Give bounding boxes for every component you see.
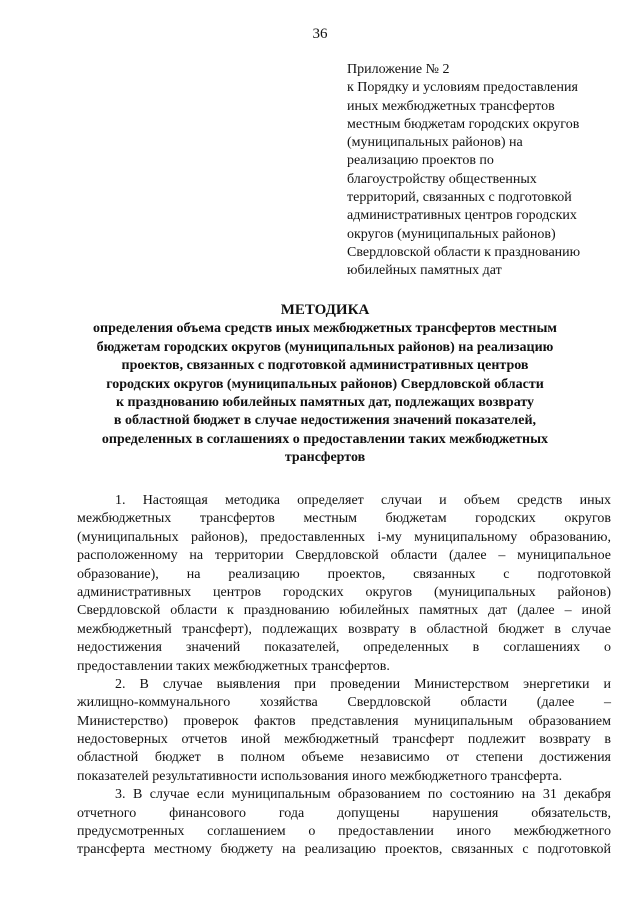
paragraph-line: показателей результативности использования иного межбюджетного трансферта. [77, 768, 563, 784]
paragraph [77, 492, 611, 676]
paragraph-line: недостижения значений показателей, определенных в соглашениях о [77, 640, 611, 656]
paragraph-line: жилищно-коммунального хозяйства Свердловской области (далее – [77, 695, 611, 711]
appendix-header [347, 61, 617, 281]
appendix-line: иных межбюджетных трансфертов [347, 98, 555, 114]
document-title [60, 301, 590, 468]
appendix-line: юбилейных памятных дат [347, 263, 502, 279]
title-line: проектов, связанных с подготовкой административных центров [121, 358, 529, 374]
paragraph-line: отчетного финансового года допущены нарушения обязательств, [77, 805, 611, 821]
page-number: 36 [312, 26, 328, 42]
paragraph-line: межбюджетных трансфертов местным бюджетам городских округов [77, 511, 611, 527]
title-line: определения объема средств иных межбюджетных трансфертов местным [93, 321, 557, 337]
paragraph-line: предусмотренных соглашением о предоставлении иного межбюджетного [77, 824, 611, 840]
appendix-line: благоустройству общественных [347, 171, 537, 187]
paragraph [77, 786, 611, 860]
paragraph-line: областной бюджет в полном объеме независимо от степени достижения [77, 750, 611, 766]
paragraph-line: Свердловской области к празднованию юбилейных памятных дат (далее – иной [77, 603, 611, 619]
paragraph-line: Министерство) проверок фактов представления муниципальным образованием [77, 713, 611, 729]
appendix-line: местным бюджетам городских округов [347, 116, 580, 132]
paragraph [77, 676, 611, 786]
appendix-line: реализацию проектов по [347, 153, 494, 169]
paragraph-line: образование), на реализацию проектов, связанных с подготовкой [77, 566, 611, 582]
title-heading: МЕТОДИКА [280, 302, 370, 318]
paragraph-line: 1. Настоящая методика определяет случаи и объем средств иных [115, 493, 611, 508]
paragraph-line: 3. В случае если муниципальным образованием по состоянию на 31 декабря [115, 787, 611, 803]
appendix-line: округов (муниципальных районов) [347, 226, 556, 242]
appendix-line: (муниципальных районов) на [347, 135, 523, 151]
appendix-line: Свердловской области к празднованию [347, 244, 581, 260]
document-body [77, 492, 611, 860]
paragraph-line: предоставлении таких межбюджетных трансфертов. [77, 658, 390, 674]
paragraph-line: расположенному на территории Свердловской области (далее – муниципальное [77, 548, 611, 564]
paragraph-line: 2. В случае выявления при проведении Министерством энергетики и [115, 676, 611, 692]
paragraph-line: административных центров городских округов (муниципальных районов) [77, 584, 611, 600]
appendix-line: территорий, связанных с подготовкой [347, 190, 572, 206]
appendix-line: Приложение № 2 [347, 62, 450, 77]
title-subtitle [60, 320, 590, 467]
paragraph-line: трансферта местному бюджету на реализацию проектов, связанных с подготовкой [77, 842, 611, 858]
appendix-line: административных центров городских [347, 208, 577, 224]
title-line: трансфертов [284, 450, 366, 466]
title-line: определенных в соглашениях о предоставлении таких межбюджетных [101, 431, 549, 447]
title-line: к празднованию юбилейных памятных дат, подлежащих возврату [115, 395, 535, 411]
title-line: бюджетам городских округов (муниципальных районов) на реализацию [96, 339, 554, 355]
paragraph-line: (муниципальных районов), предоставленных i-му муниципальному образованию, [77, 529, 611, 545]
title-line: в областной бюджет в случае недостижения значений показателей, [113, 413, 537, 429]
title-line: городских округов (муниципальных районов) Свердловской области [106, 376, 544, 392]
paragraph-line: межбюджетный трансферт), подлежащих возврату в областной бюджет в случае [77, 621, 611, 637]
appendix-line: к Порядку и условиям предоставления [347, 80, 578, 96]
paragraph-line: недостоверных отчетов иной межбюджетный трансферт подлежит возврату в [77, 732, 611, 748]
